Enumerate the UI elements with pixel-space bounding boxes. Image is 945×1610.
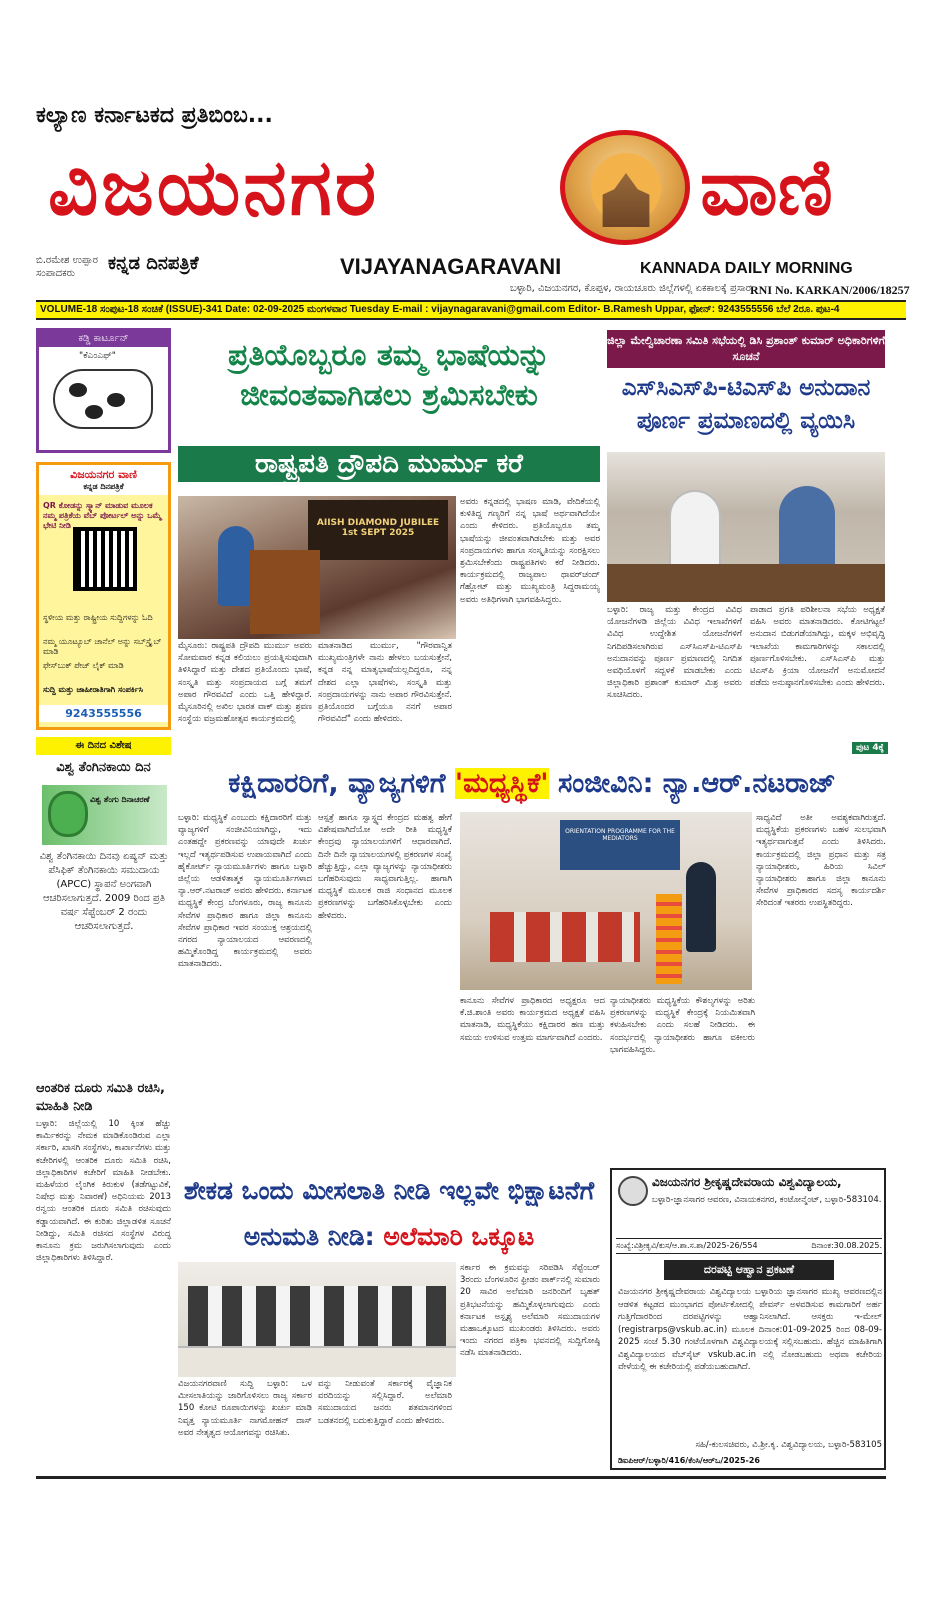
ad-subtitle: ಕನ್ನಡ ದಿನಪತ್ರಿಕೆ bbox=[83, 482, 124, 491]
ad-qr-text: QR ಕೋಡನ್ನು ಸ್ಕ್ಯಾನ್ ಮಾಡುವ ಮೂಲಕ ನಮ್ಮ ಪತ್ರಿಕೆಯ ವೆಬ್ ಪೋರ್ಟಲ್ ಅನ್ನು ಒಮ್ಮೆ ಭೇಟಿ ನೀಡಿ bbox=[43, 501, 162, 530]
rni-number: RNI No. KARKAN/2006/18257 bbox=[750, 283, 910, 297]
photo-banner: AIISH DIAMOND JUBILEE 1st SEPT 2025 bbox=[308, 500, 448, 560]
special-day-title: ವಿಶ್ವ ತೆಂಗಿನಕಾಯಿ ದಿನ bbox=[56, 760, 151, 775]
university-emblem-icon bbox=[618, 1176, 648, 1206]
continued-page-ref[interactable]: ಪುಟ 4ಕ್ಕೆ bbox=[852, 742, 888, 754]
tagline: ಕಲ್ಯಾಣ ಕರ್ನಾಟಕದ ಪ್ರತಿಬಿಂಬ... bbox=[36, 103, 273, 128]
mediation-col-1: ಬಳ್ಳಾರಿ: ಮಧ್ಯಸ್ಥಿಕೆ ಎಂಬುದು ಕಕ್ಷಿದಾರರಿಗೆ ಮತ್ತು ವ್ಯಾಜ್ಯಗಳಿಗೆ ಸಂಜೀವಿನಿಯಾಗಿದ್ದು, ಇದು ಎಂತಹದ್ದೇ ಪ್ರಕರಣವನ್ನು ಯಾವುದೇ ಖರ್ಚು ಇಲ್ಲದೆ ಇತ್ಯರ್ಥಪಡಿಸುವ ಉಪಾಯವಾಗಿದೆ ಎಂದು ಹೈಕೋರ್ಟ್ ನ್ಯಾಯಮೂರ್ತಿಗಳು ಹಾಗೂ ಬಳ್ಳಾರಿ ಜಿಲ್ಲೆಯ ಆಡಳಿತಾತ್ಮಕ ನ್ಯಾಯಮೂರ್ತಿಗಳಾದ ನ್ಯಾ.ಆರ್.ನಟರಾಜ್ ಅವರು ಹೇಳಿದರು. ಕರ್ನಾಟಕ ಮಧ್ಯಸ್ಥಿಕೆ ಕೇಂದ್ರ ಬೆಂಗಳೂರು, ರಾಜ್ಯ ಕಾನೂನು ಸೇವೆಗಳ ಪ್ರಾಧಿಕಾರ ಹಾಗೂ ಜಿಲ್ಲಾ ಕಾನೂನು ಸೇವೆಗಳ ಪ್ರಾಧಿಕಾರ ಇವರ ಸಂಯುಕ್ತ ಆಶ್ರಯದಲ್ಲಿ ನಗರದ ನ್ಯಾಯಾಲಯದ ಆವರಣದಲ್ಲಿ ಹಮ್ಮಿಕೊಂಡಿದ್ದ ಕಾರ್ಯಕ್ರಮದಲ್ಲಿ ಅವರು ಮಾತನಾಡಿದರು. bbox=[178, 813, 312, 970]
lead-col-3: ಅವರು ಕನ್ನಡದಲ್ಲಿ ಭಾಷಣ ಮಾಡಿ, ವೇದಿಕೆಯಲ್ಲಿ ಕುಳಿತಿದ್ದ ಗಣ್ಯರಿಗೆ ನನ್ನ ಭಾಷೆ ಅರ್ಥವಾಗಿದೆಯೇ ಎಂದು ಕೇಳಿದರು. ಪ್ರತಿಯೊಬ್ಬರೂ ತಮ್ಮ ಭಾಷೆಯನ್ನು ಜೀವಂತವಾಗಿಡಬೇಕು ಮತ್ತು ಅವರ ಸಂಪ್ರದಾಯಗಳು ಹಾಗೂ ಸಂಸ್ಕೃತಿಯನ್ನು ಸಂರಕ್ಷಿಸಲು ಶ್ರಮಿಸಬೇಕೆಂದು ರಾಷ್ಟ್ರಪತಿಗಳು ಕರೆ ನೀಡಿದರು. ಕಾರ್ಯಕ್ರಮದಲ್ಲಿ ರಾಜ್ಯಪಾಲ ಥಾವರ್‌ಚಂದ್ ಗೆಹ್ಲೋಟ್ ಮತ್ತು ಮುಖ್ಯಮಂತ್ರಿ ಸಿದ್ದರಾಮಯ್ಯ ಅವರು ಅತಿಥಿಗಳಾಗಿ ಭಾಗವಹಿಸಿದ್ದರು. bbox=[460, 497, 600, 605]
cow-cartoon-icon bbox=[53, 369, 153, 429]
notice-title: ದರಪಟ್ಟಿ ಆಹ್ವಾನ ಪ್ರಕಟಣೆ bbox=[664, 1260, 834, 1280]
cartoon-title: ಕಡ್ಡಿ ಕಾರ್ಟೂನ್ bbox=[39, 331, 168, 347]
notice-body: ವಿಜಯನಗರ ಶ್ರೀಕೃಷ್ಣದೇವರಾಯ ವಿಶ್ವವಿದ್ಯಾಲಯ ಬಳ್ಳಾರಿಯ ಜ್ಞಾನಸಾಗರ ಮುಖ್ಯ ಆವರಣದಲ್ಲಿನ ಆಡಳಿತ ಕಟ್ಟಡದ ಮುಂಭಾಗದ ಪೋರ್ಟಿಕೋದಲ್ಲಿ ಪೇವರ್ಸ್ ಅಳವಡಿಸುವ ಕಾಮಗಾರಿಗೆ ಅರ್ಹ ಗುತ್ತಿಗೆದಾರರಿಂದ ದರಪಟ್ಟಿಗಳನ್ನು ಆಹ್ವಾನಿಸಲಾಗಿದೆ. ಆಸಕ್ತರು ಇ-ಮೇಲ್ (registrarps@vskub.ac.in) ಮೂಲಕ ದಿನಾಂಕ:01-09-2025 ರಿಂದ 08-09-2025 ಸಂಜೆ 5.30 ಗಂಟೆಯೊಳಗಾಗಿ ವಿಶ್ವವಿದ್ಯಾಲಯಕ್ಕೆ ಸಲ್ಲಿಸಬಹುದು. ಹೆಚ್ಚಿನ ಮಾಹಿತಿಗಾಗಿ ವಿಶ್ವವಿದ್ಯಾಲಯದ ವೆಬ್‌ಸೈಟ್ vskub.ac.in ನಲ್ಲಿ ನೋಡಬಹುದು ಅಥವಾ ಕಚೇರಿಯ ವೇಳೆಯಲ್ಲಿ ಈ ಕಚೇರಿಯಲ್ಲಿ ಪಡೆಯಬಹುದಾಗಿದೆ. bbox=[618, 1287, 882, 1372]
reservation-headline-a: ಶೇಕಡ ಒಂದು ಮೀಸಲಾತಿ ನೀಡಿ ಇಲ್ಲವೇ ಭಿಕ್ಷಾಟನೆಗೆ ಅನುಮತಿ ನೀಡಿ: bbox=[183, 1176, 595, 1251]
mediation-headline-a: ಕಕ್ಷಿದಾರರಿಗೆ, ವ್ಯಾಜ್ಯಗಳಿಗೆ bbox=[228, 768, 455, 799]
coconut-icon bbox=[48, 791, 88, 837]
reservation-headline-b: ಅಲೆಮಾರಿ ಒಕ್ಕೂಟ bbox=[383, 1222, 535, 1251]
reservation-col-1: ವಿಜಯನಗರವಾಣಿ ಸುದ್ದಿ ಬಳ್ಳಾರಿ: ಒಳ ಮೀಸಲಾತಿಯನ್ನು ಜಾರಿಗೊಳಿಸಲು ರಾಜ್ಯ ಸರ್ಕಾರ 150 ಕೋಟಿ ರೂಪಾಯಿಗಳನ್ನು ಖರ್ಚು ಮಾಡಿ ನಿವೃತ್ತ ನ್ಯಾಯಮೂರ್ತಿ ನಾಗಮೋಹನ್ ದಾಸ್ ಅವರ ನೇತೃತ್ವದ ಆಯೋಗವನ್ನು ರಚಿಸಿತು. bbox=[178, 1379, 312, 1438]
press-meet-photo bbox=[178, 1262, 456, 1377]
coconut-label: ವಿಶ್ವ ತೆಂಗು ದಿನಾಚರಣೆ bbox=[90, 795, 150, 804]
mediation-headline bbox=[178, 760, 886, 808]
grant-col-2: ಪಾಡಾದ ಪ್ರಗತಿ ಪರಿಶೀಲನಾ ಸಭೆಯ ಅಧ್ಯಕ್ಷತೆ ವಹಿಸಿ ಅವರು ಮಾತನಾಡಿದರು. ಕೋಟಿಗಟ್ಟಲೆ ಅನುದಾನ ಬಿಡುಗಡೆಯಾಗಿದ್ದು, ಮಕ್ಕಳ ಅಭಿವೃದ್ಧಿ ಇಲಾಖೆಯ ಕಾಮಗಾರಿಗಳನ್ನು ಸಕಾಲದಲ್ಲಿ ಪೂರ್ಣಗೊಳಿಸಬೇಕು. ಎಸ್‌ಸಿಎಸ್‌ಪಿ ಮತ್ತು ಟಿಎಸ್‌ಪಿ ಕ್ರಿಯಾ ಯೋಜನೆಗೆ ಅನುಮೋದನೆ ಪಡೆದು ಅನುಷ್ಠಾನಗೊಳಿಸಬೇಕು ಎಂದು ಹೇಳಿದರು. bbox=[750, 605, 885, 689]
committee-headline: ಆಂತರಿಕ ದೂರು ಸಮಿತಿ ರಚಿಸಿ, ಮಾಹಿತಿ ನೀಡಿ bbox=[36, 1081, 165, 1114]
editor-credit bbox=[36, 254, 106, 280]
lead-headline: ಪ್ರತಿಯೊಬ್ಬರೂ ತಮ್ಮ ಭಾಷೆಯನ್ನು ಜೀವಂತವಾಗಿಡಲು ಶ್ರಮಿಸಬೇಕು bbox=[228, 338, 550, 413]
cartoon-box bbox=[36, 328, 171, 453]
meeting-photo bbox=[607, 452, 885, 602]
lead-col-2: ಮಾತನಾಡಿದ ಮುರ್ಮು, "ಗೌರವಾನ್ವಿತ ಮುಖ್ಯಮಂತ್ರಿಗಳೇ ನಾನು ಹೇಳಲು ಬಯಸುತ್ತೇನೆ, ಕನ್ನಡ ನನ್ನ ಮಾತೃಭಾಷೆಯಲ್ಲದಿದ್ದರೂ, ನನ್ನ ದೇಶದ ಎಲ್ಲಾ ಭಾಷೆಗಳು, ಸಂಸ್ಕೃತಿ ಮತ್ತು ಸಂಪ್ರದಾಯಗಳನ್ನು ನಾನು ಅಪಾರ ಗೌರವಿಸುತ್ತೇನೆ. ಪ್ರತಿಯೊಂದರ ಬಗ್ಗೆಯೂ ನನಗೆ ಅಪಾರ ಗೌರವವಿದೆ" ಎಂದು ಹೇಳಿದರು. bbox=[318, 641, 452, 725]
ad-phone: 9243555556 bbox=[39, 705, 168, 722]
editor-role: ಸಂಪಾದಕರು bbox=[36, 268, 76, 279]
mediation-col-5: ನ್ಯಾಯಾಧೀಶರು ಮಧ್ಯಸ್ಥಿಕೆಯ ಕೌಶಲ್ಯಗಳನ್ನು ಅರಿತು ಪ್ರಕರಣಗಳನ್ನು ಮಧ್ಯಸ್ಥಿಕೆ ಕೇಂದ್ರಕ್ಕೆ ನಿಯಮಿತವಾಗಿ ಕಳುಹಿಸಬೇಕು ಎಂದು ಸಲಹೆ ನೀಡಿದರು. ಈ ಸಂದರ್ಭದಲ್ಲಿ ನ್ಯಾಯಾಧೀಶರು ಹಾಗೂ ವಕೀಲರು ಭಾಗವಹಿಸಿದ್ದರು. bbox=[610, 996, 755, 1055]
lead-col-1: ಮೈಸೂರು: ರಾಷ್ಟ್ರಪತಿ ದ್ರೌಪದಿ ಮುರ್ಮು ಅವರು ಸೋಮವಾರ ಕನ್ನಡ ಕಲಿಯಲು ಪ್ರಯತ್ನಿಸುವುದಾಗಿ ತಿಳಿಸಿದ್ದಾರೆ ಮತ್ತು ದೇಶದ ಪ್ರತಿಯೊಂದು ಭಾಷೆ, ಸಂಸ್ಕೃತಿ ಮತ್ತು ಸಂಪ್ರದಾಯದ ಬಗ್ಗೆ ತಮಗೆ ಅಪಾರ ಗೌರವವಿದೆ ಎಂದು ಒತ್ತಿ ಹೇಳಿದ್ದಾರೆ. ಮೈಸೂರಿನಲ್ಲಿ ಅಖಿಲ ಭಾರತ ವಾಕ್ ಮತ್ತು ಶ್ರವಣ ಸಂಸ್ಥೆಯ ವಜ್ರಮಹೋತ್ಸವ ಕಾರ್ಯಕ್ರಮದಲ್ಲಿ bbox=[178, 641, 312, 725]
university-name: ವಿಜಯನಗರ ಶ್ರೀಕೃಷ್ಣದೇವರಾಯ ವಿಶ್ವವಿದ್ಯಾಲಯ, bbox=[652, 1175, 842, 1189]
qr-promo-ad bbox=[36, 462, 171, 730]
university-notice bbox=[610, 1168, 886, 1470]
masthead-title-right: ವಾಣಿ bbox=[700, 142, 833, 233]
president-photo bbox=[178, 496, 456, 639]
editor-name: ಬಿ.ರಮೇಶ ಉಪ್ಪಾರ bbox=[36, 255, 98, 266]
cartoon-caption: "ಕೆಎಂಎಫ್" bbox=[79, 351, 116, 361]
mediation-col-2: ಆಸ್ಪತ್ರೆ ಹಾಗೂ ಸ್ವಾಸ್ಥ್ಯದ ಕೇಂದ್ರದ ಮಹತ್ವ ಹೇಗೆ ವಿಶೇಷವಾಗಿದೆಯೋ ಅದೇ ರೀತಿ ಮಧ್ಯಸ್ಥಿಕೆ ಕೇಂದ್ರವು ನ್ಯಾಯಾಲಯಗಳಿಗೆ ಆಧಾರವಾಗಿದೆ. ದಿನೇ ದಿನೇ ನ್ಯಾಯಾಲಯಗಳಲ್ಲಿ ಪ್ರಕರಣಗಳ ಸಂಖ್ಯೆ ಹೆಚ್ಚುತ್ತಿದ್ದು, ಎಲ್ಲಾ ವ್ಯಾಜ್ಯಗಳನ್ನು ನ್ಯಾಯಾಧೀಶರು ಬಗೆಹರಿಸುವುದು ಸಾಧ್ಯವಾಗುತ್ತಿಲ್ಲ. ಹಾಗಾಗಿ ಮಧ್ಯಸ್ಥಿಕೆ ಮೂಲಕ ರಾಜಿ ಸಂಧಾನದ ಮೂಲಕ ಪ್ರಕರಣಗಳನ್ನು ಬಗೆಹರಿಸಿಕೊಳ್ಳಬೇಕು ಎಂದು ಹೇಳಿದರು. bbox=[318, 813, 452, 921]
english-daily-label: KANNADA DAILY MORNING bbox=[640, 260, 853, 277]
grant-headline: ಎಸ್‌ಸಿಎಸ್‌ಪಿ-ಟಿಎಸ್‌ಪಿ ಅನುದಾನ ಪೂರ್ಣ ಪ್ರಮಾಣದಲ್ಲಿ ವ್ಯಯಿಸಿ bbox=[621, 375, 871, 434]
mediation-headline-b: ಸಂಜೀವಿನಿ: ನ್ಯಾ.ಆರ್.ನಟರಾಜ್ bbox=[548, 768, 836, 799]
photo-screen-text: ORIENTATION PROGRAMME FOR THE MEDIATORS bbox=[560, 820, 680, 870]
english-title: VIJAYANAGARAVANI bbox=[340, 254, 562, 279]
university-address: ಬಳ್ಳಾರಿ-ಜ್ಞಾನಸಾಗರ ಆವರಣ, ವಿನಾಯಕನಗರ, ಕಂಟೋನ್ಮೆಂಟ್, ಬಳ್ಳಾರಿ-583104. bbox=[652, 1195, 882, 1205]
meeting-kicker: ಜಿಲ್ಲಾ ಮೇಲ್ವಿಚಾರಣಾ ಸಮಿತಿ ಸಭೆಯಲ್ಲಿ ಡಿಸಿ ಪ್ರಶಾಂತ್ ಕುಮಾರ್ ಅಧಿಕಾರಿಗಳಿಗೆ ಸೂಚನೆ bbox=[607, 330, 885, 368]
notice-signature: ಸಹಿ/-ಕುಲಸಚಿವರು, ವಿ.ಶ್ರೀ.ಕೃ. ವಿಶ್ವವಿದ್ಯಾಲಯ, ಬಳ್ಳಾರಿ-583105 bbox=[695, 1440, 882, 1450]
qr-code-icon[interactable] bbox=[73, 527, 137, 591]
ad-line-3: ಫೇಸ್‌ಬುಕ್ ಪೇಜ್ ಲೈಕ್ ಮಾಡಿ bbox=[43, 661, 124, 670]
hampi-chariot-logo-icon bbox=[560, 130, 690, 245]
mediation-photo bbox=[460, 812, 752, 990]
issue-info-bar: VOLUME-18 ಸಂಪುಟ-18 ಸಂಚಿಕೆ (ISSUE)-341 Date: 02-09-2025 ಮಂಗಳವಾರ Tuesday E-mail : vijaynagaravani@gmail.com Editor- B.Ramesh Uppar, ಫೋನ್: 9243555556 ಬೆಲೆ 2ರೂ. ಪುಟ-4 bbox=[36, 300, 906, 320]
committee-text: ಬಳ್ಳಾರಿ: ಜಿಲ್ಲೆಯಲ್ಲಿ 10 ಕ್ಕಿಂತ ಹೆಚ್ಚು ಕಾರ್ಮಿಕರನ್ನು ನೇಮಕ ಮಾಡಿಕೊಂಡಿರುವ ಎಲ್ಲಾ ಸರ್ಕಾರಿ, ಖಾಸಗಿ ಸಂಸ್ಥೆಗಳು, ಕಾರ್ಖಾನೆಗಳು ಮತ್ತು ಕಚೇರಿಗಳಲ್ಲಿ ಆಂತರಿಕ ದೂರು ಸಮಿತಿ ರಚಿಸಿ, ಜಿಲ್ಲಾಧಿಕಾರಿಗಳ ಕಚೇರಿಗೆ ಮಾಹಿತಿ ನೀಡಬೇಕು. ಮಹಿಳೆಯರ ಲೈಂಗಿಕ ಕಿರುಕುಳ (ತಡೆಗಟ್ಟುವಿಕೆ, ನಿಷೇಧ ಮತ್ತು ನಿವಾರಣೆ) ಅಧಿನಿಯಮ 2013 ರನ್ವಯ ಆಂತರಿಕ ದೂರು ಸಮಿತಿ ರಚಿಸುವುದು ಕಡ್ಡಾಯವಾಗಿದೆ. ಈ ಕುರಿತು ಜಿಲ್ಲಾಡಳಿತ ಸೂಚನೆ ನೀಡಿದ್ದು, ಸಮಿತಿ ರಚಿಸದ ಸಂಸ್ಥೆಗಳ ವಿರುದ್ಧ ಕಾನೂನು ಕ್ರಮ ಜರುಗಿಸಲಾಗುವುದು ಎಂದು ಜಿಲ್ಲಾಧಿಕಾರಿಗಳು ತಿಳಿಸಿದ್ದಾರೆ. bbox=[36, 1119, 171, 1264]
ad-title: ವಿಜಯನಗರ ವಾಣಿ bbox=[70, 468, 137, 481]
notice-reference bbox=[616, 1238, 882, 1254]
lead-subhead: ರಾಷ್ಟ್ರಪತಿ ದ್ರೌಪದಿ ಮುರ್ಮು ಕರೆ bbox=[178, 446, 600, 482]
special-day-text: ವಿಶ್ವ ತೆಂಗಿನಕಾಯಿ ದಿನವು ಏಷ್ಯನ್ ಮತ್ತು ಪೆಸಿಫಿಕ್ ತೆಂಗಿನಕಾಯಿ ಸಮುದಾಯ (APCC) ಸ್ಥಾಪನೆ ಅಂಗವಾಗಿ ಆಚರಿಸಲಾಗುತ್ತದೆ. 2009 ರಿಂದ ಪ್ರತಿ ವರ್ಷ ಸೆಪ್ಟೆಂಬರ್ 2 ರಂದು ಆಚರಿಸಲಾಗುತ್ತದೆ. bbox=[39, 851, 169, 932]
mediation-col-4: ಕಾನೂನು ಸೇವೆಗಳ ಪ್ರಾಧಿಕಾರದ ಅಧ್ಯಕ್ಷರೂ ಆದ ಕೆ.ಜಿ.ಶಾಂತಿ ಅವರು ಕಾರ್ಯಕ್ರಮದ ಅಧ್ಯಕ್ಷತೆ ವಹಿಸಿ ಮಾತನಾಡಿ, ಮಧ್ಯಸ್ಥಿಕೆಯು ಕಕ್ಷಿದಾರರ ಹಣ ಮತ್ತು ಸಮಯ ಉಳಿಸುವ ಉತ್ತಮ ಮಾರ್ಗವಾಗಿದೆ ಎಂದರು. bbox=[460, 996, 605, 1043]
ad-line-2: ನಮ್ಮ ಯೂಟ್ಯೂಬ್ ಚಾನೆಲ್ ಅನ್ನು ಸಬ್‌ಸ್ಕ್ರೈಬ್ ಮಾಡಿ bbox=[43, 637, 162, 656]
kannada-daily-label: ಕನ್ನಡ ದಿನಪತ್ರಿಕೆ bbox=[108, 253, 199, 274]
reservation-headline bbox=[178, 1168, 600, 1260]
reservation-col-2: ವನ್ನು ನೀಡುವಂತೆ ಸರ್ಕಾರಕ್ಕೆ ವೈಜ್ಞಾನಿಕ ವರದಿಯನ್ನು ಸಲ್ಲಿಸಿದ್ದಾರೆ. ಅಲೆಮಾರಿ ಸಮುದಾಯದ ಜನರು ಶತಮಾನಗಳಿಂದ ಬಡತನದಲ್ಲಿ ಬದುಕುತ್ತಿದ್ದಾರೆ ಎಂದು ಹೇಳಿದರು. bbox=[318, 1379, 452, 1426]
mediation-highlight: 'ಮಧ್ಯಸ್ಥಿಕೆ' bbox=[454, 768, 549, 799]
masthead-title-left: ವಿಜಯನಗರ bbox=[48, 142, 380, 233]
ref-number: ಸಂಖ್ಯೆ:ವಿಶ್ರೀಕೃವಿ/ಕುಸ/ಆ.ಶಾ.ಸ.ಶಾ/2025-26/554 bbox=[616, 1241, 758, 1250]
ref-date: ದಿನಾಂಕ:30.08.2025. bbox=[811, 1241, 882, 1250]
circulation-line: ಬಳ್ಳಾರಿ, ವಿಜಯನಗರ, ಕೊಪ್ಪಳ, ರಾಯಚೂರು ಜಿಲ್ಲೆಗಳಲ್ಲಿ ಏಕಕಾಲಕ್ಕೆ ಪ್ರಸಾರ bbox=[510, 283, 751, 294]
mediation-col-3: ಸಾಧ್ಯವಿದೆ ಅತೀ ಅವಶ್ಯಕವಾಗಿರುತ್ತದೆ. ಮಧ್ಯಸ್ಥಿಕೆಯ ಪ್ರಕರಣಗಳು ಬಹಳ ಸುಲಭವಾಗಿ ಇತ್ಯರ್ಥವಾಗುತ್ತವೆ ಎಂದು ತಿಳಿಸಿದರು. ಕಾರ್ಯಕ್ರಮದಲ್ಲಿ ಜಿಲ್ಲಾ ಪ್ರಧಾನ ಮತ್ತು ಸತ್ರ ನ್ಯಾಯಾಧೀಶರು, ಹಿರಿಯ ಸಿವಿಲ್ ನ್ಯಾಯಾಧೀಶರು ಹಾಗೂ ಜಿಲ್ಲಾ ಕಾನೂನು ಸೇವೆಗಳ ಪ್ರಾಧಿಕಾರದ ಸದಸ್ಯ ಕಾರ್ಯದರ್ಶಿ ಸೇರಿದಂತೆ ಇತರರು ಉಪಸ್ಥಿತರಿದ್ದರು. bbox=[756, 813, 886, 909]
special-day-label: ಈ ದಿನದ ವಿಶೇಷ bbox=[36, 737, 171, 755]
grant-col-1: ಬಳ್ಳಾರಿ: ರಾಜ್ಯ ಮತ್ತು ಕೇಂದ್ರದ ವಿವಿಧ ಯೋಜನೆಗಳಡಿ ಜಿಲ್ಲೆಯ ವಿವಿಧ ಇಲಾಖೆಗಳಿಗೆ ವಿವಿಧ ಉದ್ದೇಶಿತ ಯೋಜನೆಗಳಿಗೆ ನಿಗದಿಪಡಿಸಲಾಗಿರುವ ಎಸ್‌ಸಿಎಸ್‌ಪಿ-ಟಿಎಸ್‌ಪಿ ಅನುದಾನವನ್ನು ಪೂರ್ಣ ಪ್ರಮಾಣದಲ್ಲಿ ನಿಗದಿತ ಅವಧಿಯೊಳಗೆ ಸದ್ಬಳಕೆ ಮಾಡಬೇಕು ಎಂದು ಜಿಲ್ಲಾಧಿಕಾರಿ ಪ್ರಶಾಂತ್ ಕುಮಾರ್ ಮಿಶ್ರ ಅವರು ಸೂಚಿಸಿದರು. bbox=[607, 605, 742, 701]
reservation-col-3: ಸರ್ಕಾರ ಈ ಕ್ರಮವನ್ನು ಸರಿಪಡಿಸಿ ಸೆಪ್ಟೆಂಬರ್ 3ರಂದು ಬೆಂಗಳೂರಿನ ಫ್ರೀಡಂ ಪಾರ್ಕ್‌ನಲ್ಲಿ ಸುಮಾರು 20 ಸಾವಿರ ಅಲೆಮಾರಿ ಜನರಿಂದಿಗೆ ಬೃಹತ್ ಪ್ರತಿಭಟನೆಯನ್ನು ಹಮ್ಮಿಕೊಳ್ಳಲಾಗುವುದು ಎಂದು ಕರ್ನಾಟಕ ಅಸ್ಪೃಶ್ಯ ಅಲೆಮಾರಿ ಸಮುದಾಯಗಳ ಮಹಾಒಕ್ಕೂಟದ ಮುಖಂಡರು ತಿಳಿಸಿದರು. ಅವರು ಇಂದು ನಗರದ ಪತ್ರಿಕಾ ಭವನದಲ್ಲಿ ಸುದ್ದಿಗೋಷ್ಠಿ ನಡೆಸಿ ಮಾತನಾಡಿದರು. bbox=[460, 1263, 600, 1359]
ad-contact: ಸುದ್ದಿ ಮತ್ತು ಜಾಹೀರಾತಿಗಾಗಿ ಸಂಪರ್ಕಿಸಿ bbox=[43, 685, 143, 694]
notice-code: ಡಿಐಪಿಆರ್/ಬಳ್ಳಾರಿ/416/ಕೆಂಸಿ/ಆರ್‌ಒ/2025-26 bbox=[618, 1456, 760, 1465]
footer-rule bbox=[36, 1476, 886, 1479]
ad-line-1: ಸ್ಥಳೀಯ ಮತ್ತು ರಾಷ್ಟ್ರೀಯ ಸುದ್ದಿಗಳನ್ನು ಓದಿ bbox=[43, 613, 153, 622]
coconut-image bbox=[42, 785, 167, 845]
